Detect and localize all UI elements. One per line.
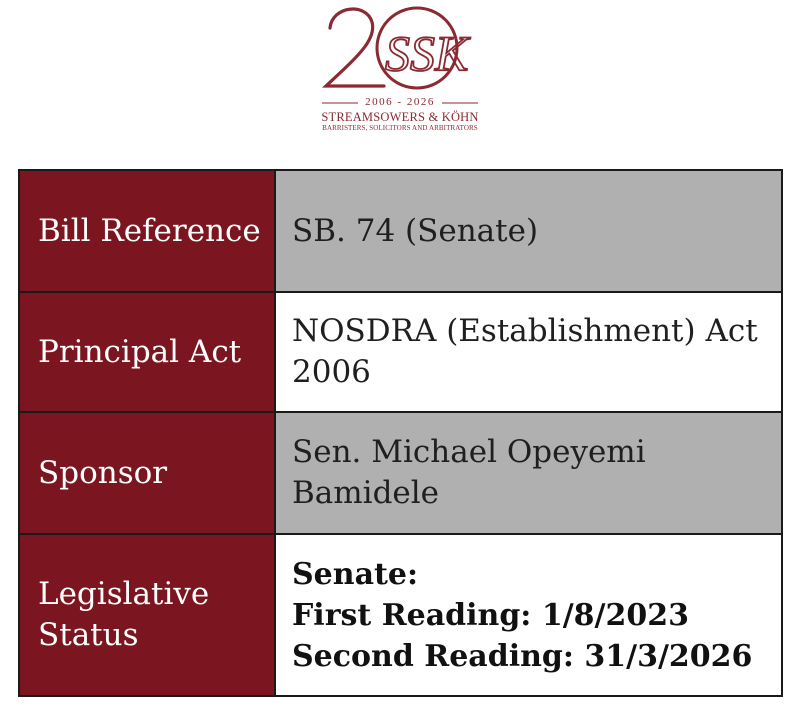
- firm-tagline: BARRISTERS, SOLICITORS AND ARBITRATORS: [322, 124, 478, 132]
- table-row-principal-act: [19, 292, 782, 412]
- table-row-legislative-status: [19, 534, 782, 696]
- firm-logo: [300, 0, 500, 150]
- label-bill-reference: Bill Reference: [19, 170, 275, 292]
- ssk-monogram-icon: [300, 0, 500, 95]
- status-chamber: Senate:: [292, 556, 419, 592]
- value-bill-reference: SB. 74 (Senate): [275, 170, 782, 292]
- logo-years: 2006 - 2026: [365, 96, 435, 108]
- table-row-bill-reference: [19, 170, 782, 292]
- firm-name: STREAMSOWERS & KÖHN: [321, 110, 479, 124]
- table-row-sponsor: [19, 412, 782, 534]
- label-principal-act: Principal Act: [19, 292, 275, 412]
- value-principal-act: NOSDRA (Establishment) Act 2006: [275, 292, 782, 412]
- monogram-letters: SSK: [385, 25, 469, 81]
- label-legislative-status: Legislative Status: [19, 534, 275, 696]
- value-sponsor: Sen. Michael Opeyemi Bamidele: [275, 412, 782, 534]
- status-second-reading: Second Reading: 31/3/2026: [292, 638, 753, 674]
- value-legislative-status: [275, 534, 782, 696]
- label-sponsor: Sponsor: [19, 412, 275, 534]
- bill-info-table: [18, 169, 783, 697]
- status-first-reading: First Reading: 1/8/2023: [292, 597, 689, 633]
